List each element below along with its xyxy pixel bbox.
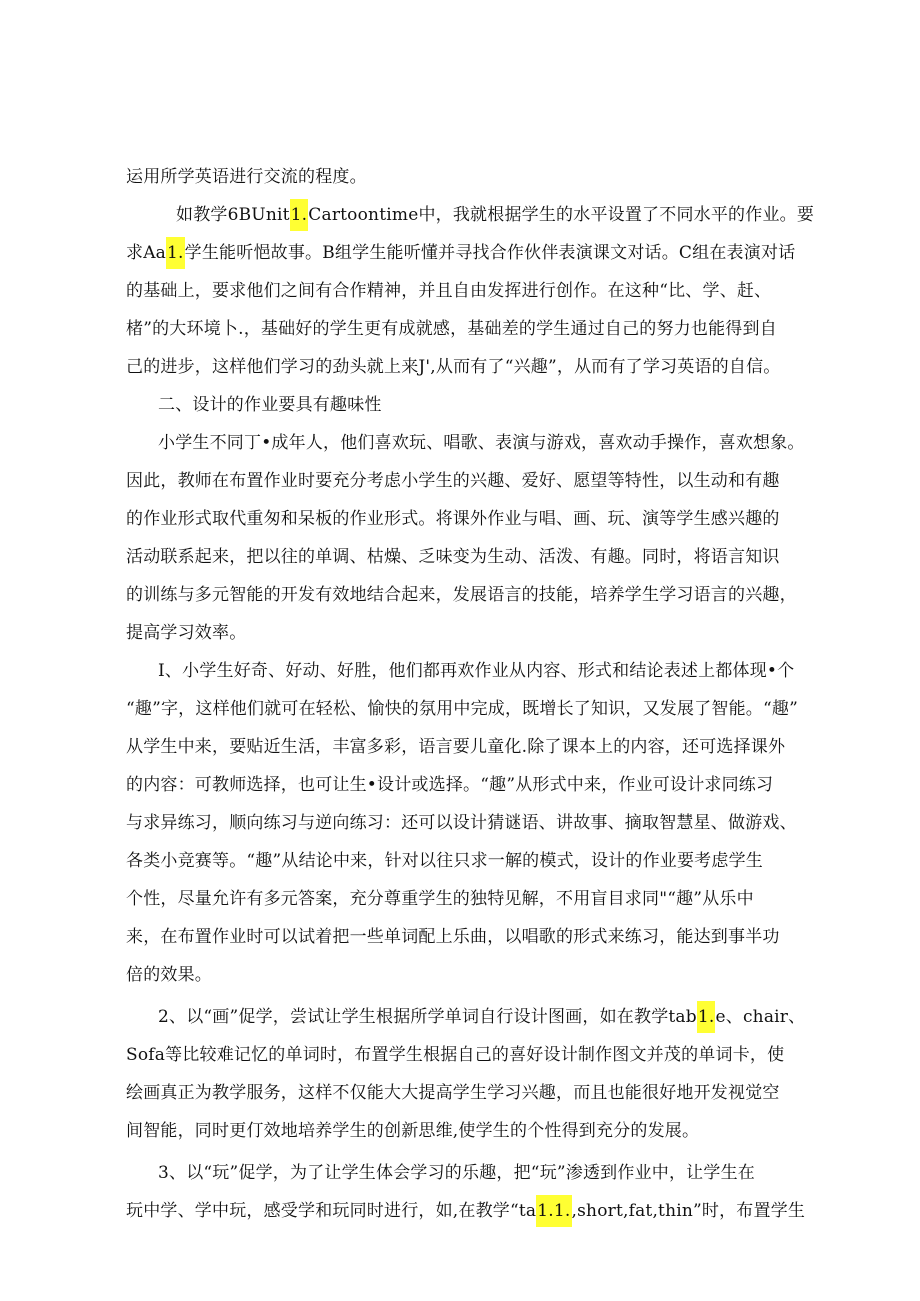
text-line: 的训练与多元智能的开发有效地结合起来，发展语言的技能，培养学生学习语言的兴趣， xyxy=(126,585,797,605)
text-line: 绘画真正为教学服务，这样不仅能大大提高学生学习兴趣，而且也能很好地开发视觉空 xyxy=(126,1083,780,1103)
text-line: 玩中学、学中玩，感受学和玩同时进行，如,在教学“ta1.1.,short,fat,thin”时，布置学生 xyxy=(126,1200,805,1222)
highlight-mark: 1. xyxy=(697,1001,716,1033)
text-line: 的内容：可教师选择，也可让生•设计或选择。“趣”从形式中来，作业可设计求同练习 xyxy=(126,775,774,795)
text-line: 个性，尽量允许有多元答案，充分尊重学生的独特见解，不用盲目求同"“趣”从乐中 xyxy=(126,889,754,909)
highlight-mark: 1. xyxy=(290,199,309,231)
text-line: 从学生中来，要贴近生活，丰富多彩，语言要儿童化.除了课本上的内容，还可选择课外 xyxy=(126,737,786,757)
text-line: 与求异练习，顺向练习与逆向练习：还可以设计猜谜语、讲故事、摘取智慧星、做游戏、 xyxy=(126,813,797,833)
text-line: 因此，教师在布置作业时要充分考虑小学生的兴趣、爱好、愿望等特性，以生动和有趣 xyxy=(126,471,780,491)
text-line: 如教学6BUnit1.Cartoontime中，我就根据学生的水平设置了不同水平的作业。要 xyxy=(176,204,814,226)
text-line: 运用所学英语进行交流的程度。 xyxy=(126,167,367,187)
text-line: Sofa等比较难记忆的单词时，布置学生根据自己的喜好设计制作图文并茂的单词卡，使 xyxy=(126,1045,785,1065)
text-line: 间智能，同时更仃效地培养学生的创新思维,使学生的个性得到充分的发展。 xyxy=(126,1121,700,1141)
text-line: 求Aa1.学生能听悒故事。B组学生能听懂并寻找合作伙伴表演课文对话。C组在表演对话 xyxy=(126,242,795,264)
section-heading: 二、设计的作业要具有趣味性 xyxy=(158,395,382,415)
highlight-mark: 1.1. xyxy=(536,1195,571,1227)
text-line: 各类小竞赛等。“趣”从结论中来，针对以往只求一解的模式，设计的作业要考虑学生 xyxy=(126,851,763,871)
text-line: 3、以“玩”促学，为了让学生体会学习的乐趣，把“玩”渗透到作业中，让学生在 xyxy=(158,1163,755,1183)
text-line: “趣”字，这样他们就可在轻松、愉快的氛用中完成，既增长了知识，又发展了智能。“趣” xyxy=(126,699,798,719)
text-line: 来，在布置作业时可以试着把一些单词配上乐曲，以唱歌的形式来练习，能达到事半功 xyxy=(126,927,780,947)
text-line: I、小学生好奇、好动、好胜，他们都再欢作业从内容、形式和结论表述上都体现•个 xyxy=(158,661,795,681)
highlight-mark: 1. xyxy=(166,237,185,269)
text-line: 小学生不同丁•成年人，他们喜欢玩、唱歌、表演与游戏，喜欢动手操作，喜欢想象。 xyxy=(158,433,805,453)
text-line: 倍的效果。 xyxy=(126,965,212,985)
text-line: 提高学习效率。 xyxy=(126,623,247,643)
text-line: 2、以“画”促学，尝试让学生根据所学单词自行设计图画，如在教学tab1.e、chair、 xyxy=(158,1006,805,1028)
text-line: 活动联系起来，把以往的单调、枯燥、乏味变为生动、活泼、有趣。同时，将语言知识 xyxy=(126,547,780,567)
text-line: 的基础上，要求他们之间有合作精神，并且自由发挥进行创作。在这种“比、学、赶、 xyxy=(126,281,772,301)
text-line: 的作业形式取代重匆和呆板的作业形式。将课外作业与唱、画、玩、演等学生感兴趣的 xyxy=(126,509,780,529)
text-line: 己的进步，这样他们学习的劲头就上来J',从而有了“兴趣”，从而有了学习英语的自信。 xyxy=(126,357,781,377)
text-line: 楮”的大环境卜.，基础好的学生更有成就感，基础差的学生通过自己的努力也能得到自 xyxy=(126,319,777,339)
